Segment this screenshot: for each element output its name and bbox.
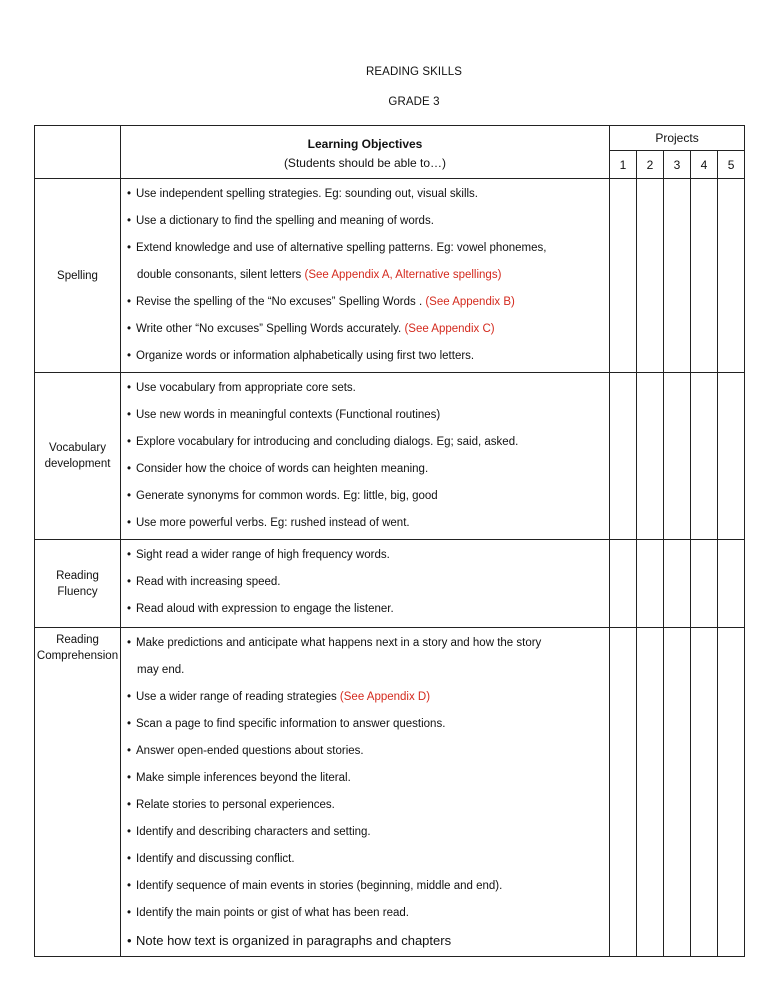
objective-text: Read aloud with expression to engage the listener. <box>136 603 394 615</box>
objective-item <box>127 569 609 596</box>
objective-text: Read with increasing speed. <box>136 576 281 588</box>
project-number: 1 <box>610 151 637 179</box>
objective-text: Scan a page to find specific information to answer questions. <box>136 718 446 730</box>
objective-text: Note how text is organized in paragraphs and chapters <box>136 933 452 948</box>
bullet-icon: • <box>127 933 132 948</box>
bullet-icon: • <box>127 188 132 200</box>
objective-text: Explore vocabulary for introducing and concluding dialogs. Eg; said, asked. <box>136 436 519 448</box>
project-cell <box>637 628 664 957</box>
objective-item <box>127 402 609 429</box>
project-cell <box>664 628 691 957</box>
objective-text-continued: may end. <box>137 664 185 676</box>
bullet-icon: • <box>127 603 132 615</box>
objective-text: Generate synonyms for common words. Eg: little, big, good <box>136 490 438 502</box>
appendix-reference: (See Appendix A, Alternative spellings) <box>304 269 502 281</box>
project-cell <box>637 373 664 540</box>
bullet-icon: • <box>127 382 132 394</box>
objective-text: Identify sequence of main events in stories (beginning, middle and end). <box>136 880 503 892</box>
bullet-icon: • <box>127 853 132 865</box>
objective-text: Identify and discussing conflict. <box>136 853 295 865</box>
objective-text: Extend knowledge and use of alternative spelling patterns. Eg: vowel phonemes, <box>136 242 547 254</box>
section-row <box>35 179 745 373</box>
bullet-icon: • <box>127 215 132 227</box>
objectives-cell <box>121 628 610 957</box>
bullet-icon: • <box>127 517 132 529</box>
objective-item <box>127 630 609 684</box>
objectives-cell <box>121 373 610 540</box>
project-number: 4 <box>691 151 718 179</box>
objective-item <box>127 684 609 711</box>
bullet-icon: • <box>127 490 132 502</box>
grade-subtitle: GRADE 3 <box>388 96 440 108</box>
bullet-icon: • <box>127 296 132 308</box>
bullet-icon: • <box>127 436 132 448</box>
bullet-icon: • <box>127 718 132 730</box>
objective-text: Make simple inferences beyond the literal. <box>136 772 351 784</box>
bullet-icon: • <box>127 907 132 919</box>
subject-label: Spelling <box>35 179 121 373</box>
objective-text: Organize words or information alphabetically using first two letters. <box>136 350 475 362</box>
project-cell <box>610 373 637 540</box>
objective-item <box>127 510 609 537</box>
header-row <box>35 126 745 151</box>
objective-item <box>127 343 609 370</box>
bullet-icon: • <box>127 745 132 757</box>
project-cell <box>664 540 691 628</box>
subject-label: Reading Fluency <box>35 540 121 628</box>
bullet-icon: • <box>127 463 132 475</box>
project-cell <box>691 373 718 540</box>
objective-item <box>127 483 609 510</box>
bullet-icon: • <box>127 691 132 703</box>
objective-text: Use a wider range of reading strategies <box>136 691 340 703</box>
objective-text: Use vocabulary from appropriate core sets. <box>136 382 356 394</box>
objectives-header: Learning Objectives <box>307 136 423 151</box>
project-cell <box>691 628 718 957</box>
objective-text: Identify the main points or gist of what has been read. <box>136 907 409 919</box>
appendix-reference: (See Appendix C) <box>404 323 495 335</box>
document-title: READING SKILLS <box>366 66 462 78</box>
project-cell <box>610 628 637 957</box>
project-cell <box>610 179 637 373</box>
bullet-icon: • <box>127 242 132 254</box>
objective-text: Use a dictionary to find the spelling and meaning of words. <box>136 215 434 227</box>
objective-item <box>127 846 609 873</box>
objective-text: Relate stories to personal experiences. <box>136 799 335 811</box>
objective-item <box>127 456 609 483</box>
project-cell <box>718 628 745 957</box>
objectives-cell <box>121 179 610 373</box>
objective-item <box>127 235 609 289</box>
bullet-icon: • <box>127 826 132 838</box>
bullet-icon: • <box>127 409 132 421</box>
bullet-icon: • <box>127 772 132 784</box>
objectives-subheader: (Students should be able to…) <box>283 155 447 170</box>
objective-text: Use more powerful verbs. Eg: rushed instead of went. <box>136 517 410 529</box>
objective-text-continued: double consonants, silent letters <box>137 269 305 281</box>
project-cell <box>637 179 664 373</box>
project-number: 2 <box>637 151 664 179</box>
objective-item <box>127 429 609 456</box>
project-cell <box>718 373 745 540</box>
objective-item <box>127 927 609 954</box>
header-blank-cell <box>35 126 121 179</box>
project-cell <box>691 179 718 373</box>
objective-text: Answer open-ended questions about stories. <box>136 745 364 757</box>
objective-item <box>127 765 609 792</box>
objective-text: Consider how the choice of words can heighten meaning. <box>136 463 429 475</box>
bullet-icon: • <box>127 637 132 649</box>
section-row <box>35 540 745 628</box>
projects-header: Projects <box>610 126 745 151</box>
bullet-icon: • <box>127 350 132 362</box>
project-number: 3 <box>664 151 691 179</box>
objective-item <box>127 738 609 765</box>
objective-item <box>127 792 609 819</box>
subject-label: Reading Comprehension <box>35 628 121 957</box>
objective-item <box>127 596 609 623</box>
objective-text: Make predictions and anticipate what happens next in a story and how the story <box>136 637 542 649</box>
objective-item <box>127 289 609 316</box>
objective-item <box>127 711 609 738</box>
objective-item <box>127 873 609 900</box>
objective-item <box>127 542 609 569</box>
objective-item <box>127 375 609 402</box>
bullet-icon: • <box>127 323 132 335</box>
project-cell <box>718 540 745 628</box>
project-cell <box>610 540 637 628</box>
objective-item <box>127 208 609 235</box>
objective-item <box>127 819 609 846</box>
objective-text: Identify and describing characters and setting. <box>136 826 371 838</box>
project-cell <box>691 540 718 628</box>
project-cell <box>637 540 664 628</box>
objectives-header-cell <box>121 126 610 179</box>
objective-text: Sight read a wider range of high frequency words. <box>136 549 390 561</box>
subject-label: Vocabulary development <box>35 373 121 540</box>
section-row <box>35 373 745 540</box>
objective-item <box>127 181 609 208</box>
objective-text: Write other “No excuses” Spelling Words accurately. <box>136 323 405 335</box>
project-number: 5 <box>718 151 745 179</box>
bullet-icon: • <box>127 880 132 892</box>
bullet-icon: • <box>127 799 132 811</box>
appendix-reference: (See Appendix D) <box>339 691 431 703</box>
bullet-icon: • <box>127 576 132 588</box>
objective-text: Use independent spelling strategies. Eg: sounding out, visual skills. <box>136 188 479 200</box>
objective-text: Revise the spelling of the “No excuses” Spelling Words . <box>136 296 426 308</box>
bullet-icon: • <box>127 549 132 561</box>
objective-text: Use new words in meaningful contexts (Functional routines) <box>136 409 441 421</box>
appendix-reference: (See Appendix B) <box>425 296 515 308</box>
objectives-cell <box>121 540 610 628</box>
project-cell <box>664 373 691 540</box>
project-cell <box>664 179 691 373</box>
section-row <box>35 628 745 957</box>
project-cell <box>718 179 745 373</box>
objective-item <box>127 316 609 343</box>
objective-item <box>127 900 609 927</box>
reading-skills-table <box>34 125 745 957</box>
